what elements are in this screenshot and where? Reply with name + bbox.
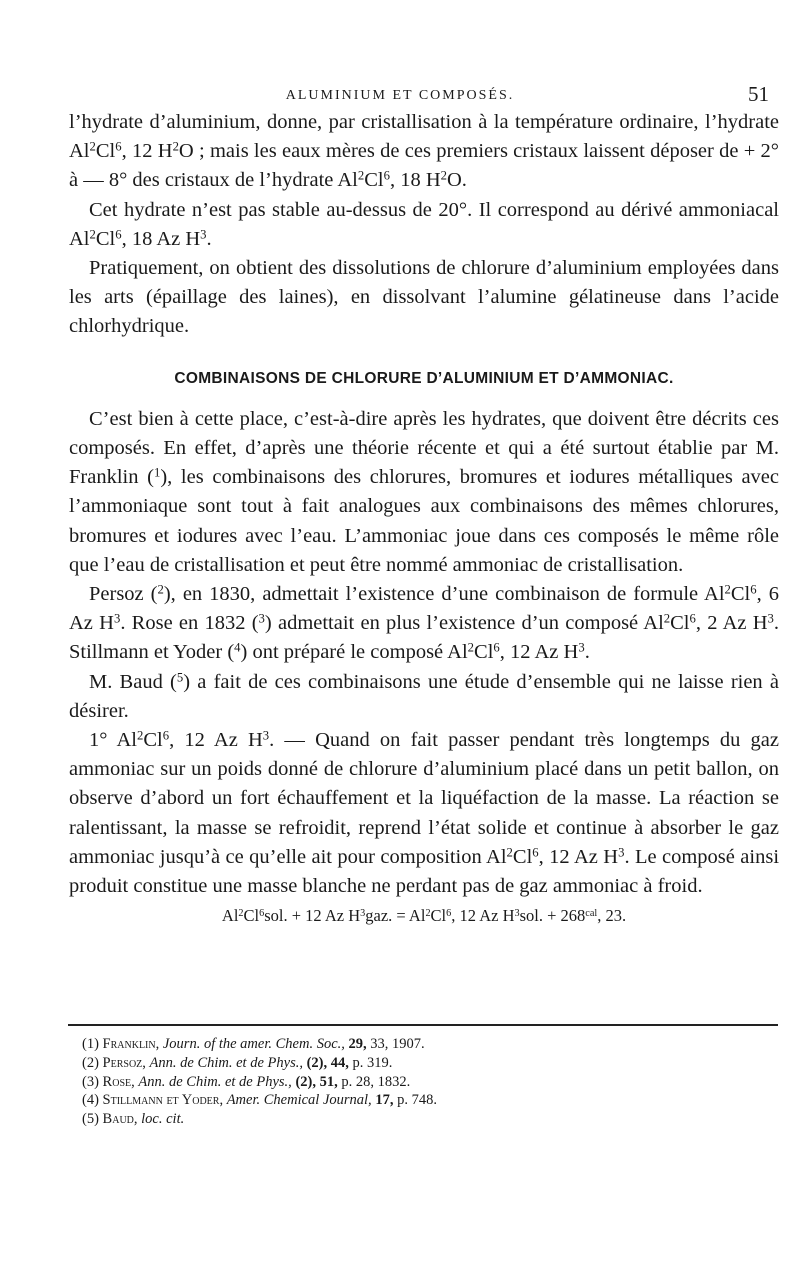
footnote-5: (5) Baud, loc. cit. <box>82 1111 185 1128</box>
paragraph-persoz: Persoz ($^2$), en 1830, admettait l’existence d’une combinaison de formule Al$^2$Cl$^6$, 6 Az $H^3$. Rose en 1832 ($^3$) admettait en plus l’existence d’un composé Al$^2$Cl$^6$, 2 Az $H^3$. Stillmann et Yoder ($^4$) ont préparé le composé Al$^2$Cl$^6$, 12 Az $H^3$. <box>69 582 779 664</box>
paragraph-intro-ammonia: C’est bien à cette place, c’est-à-dire après les hydrates, que doivent être décrits ces composés. En effet, d’après une théorie récente et qui a été surtout établie par M. Franklin ($^1$), les combinaisons des chlorures, bromures et iodures métalliques avec l’ammoniaque sont tout à fait analogues aux combinaisons des mêmes chlorures, bromures et iodures avec l’eau. L’ammoniac joue dans ces composés le même rôle que l’eau de cristallisation et peut être nommé ammoniac de cristallisation. <box>69 407 779 576</box>
footnote-divider <box>68 1024 778 1026</box>
body-text <box>69 108 779 930</box>
footnote-1: (1) Franklin, Journ. of the amer. Chem. Soc., 29, 33, 1907. <box>82 1036 425 1052</box>
paragraph-stability: Cet hydrate n’est pas stable au-dessus de 20°. Il correspond au dérivé ammoniacal Al$^2$Cl$^6$, 18 Az $H^3$. <box>69 198 779 250</box>
paragraph-practical: Pratiquement, on obtient des dissolutions de chlorure d’aluminium employées dans les arts (épaillage des laines), en dissolvant l’alumine gélatineuse dans l’acide chlorhydrique. <box>69 257 779 338</box>
section-heading: COMBINAISONS DE CHLORURE D’ALUMINIUM ET D’AMMONIAC. <box>174 369 674 387</box>
reaction-equation: $Al^2Cl^6sol$. + 12 Az $H^3gaz$. = $Al^2Cl^6$, 12 Az $H^3sol$. + $268^{cal}$, 23. <box>221 906 627 926</box>
footnote-2: (2) Persoz, Ann. de Chim. et de Phys., (2), 44, p. 319. <box>82 1054 393 1071</box>
footnotes <box>82 1035 778 1129</box>
running-head: ALUMINIUM ET COMPOSÉS. <box>285 88 515 103</box>
paragraph-baud: M. Baud ($^5$) a fait de ces combinaisons une étude d’ensemble qui ne laisse rien à désirer. <box>69 670 779 722</box>
paragraph-compound-12: 1° Al$^2$Cl$^6$, 12 Az $H^3$. — Quand on fait passer pendant très longtemps du gaz ammoniac sur un poids donné de chlorure d’aluminium placé dans un petit ballon, on observe d’abord un fort échauffement et la liquéfaction de la masse. La réaction se ralentissant, la masse se refroidit, reprend l’état solide et continue à absorber le gaz ammoniac jusqu’à ce qu’elle ait pour composition Al$^2$Cl$^6$, 12 Az $H^3$. Le composé ainsi produit constitue une masse blanche ne perdant pas de gaz ammoniac à froid. <box>69 728 780 898</box>
paragraph-hydrate: l’hydrate d’aluminium, donne, par cristallisation à la température ordinaire, l’hydrate Al$^2$Cl$^6$, 12 $H^2O$ ; mais les eaux mères de ces premiers cristaux laissent déposer de + 2° à — 8° des cristaux de l’hydrate Al$^2$Cl$^6$, 18 $H^2O$. <box>69 111 780 192</box>
footnote-4: (4) Stillmann et Yoder, Amer. Chemical Journal, 17, p. 748. <box>82 1092 437 1109</box>
page-number: 51 <box>748 82 769 106</box>
footnote-3: (3) Rose, Ann. de Chim. et de Phys., (2), 51, p. 28, 1832. <box>82 1073 411 1090</box>
